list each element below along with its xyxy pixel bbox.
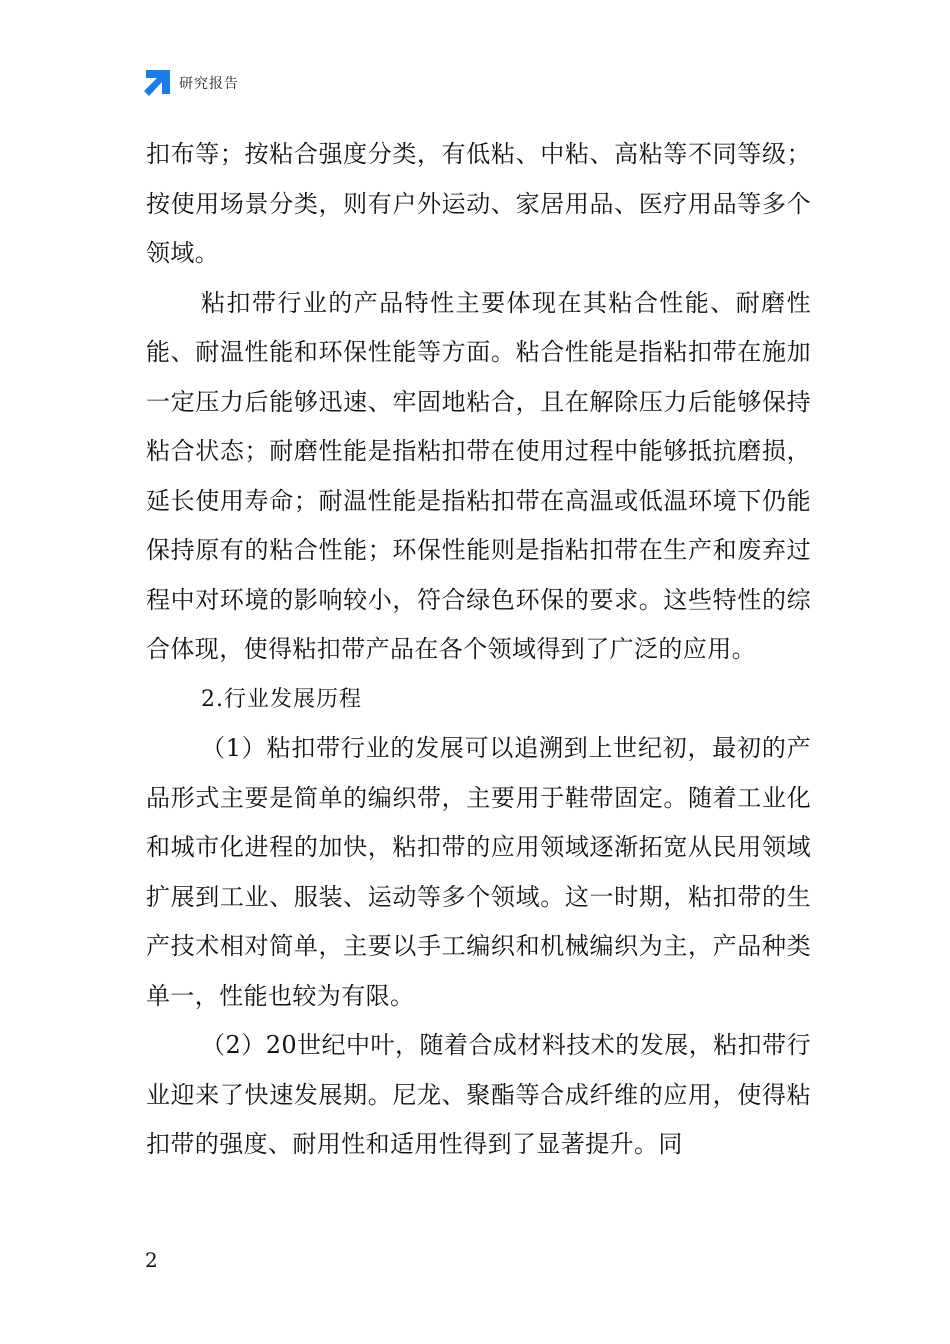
paragraph-history-1: （1）粘扣带行业的发展可以追溯到上世纪初，最初的产品形式主要是简单的编织带，主要用于鞋带固定。随着工业化和城市化进程的加快，粘扣带的应用领域逐渐拓宽从民用领域扩展到工业、服装、运动等多个领域。这一时期，粘扣带的生产技术相对简单，主要以手工编织和机械编织为主，产品种类单一，性能也较为有限。 [146, 734, 811, 1010]
paragraph-continued: 扣布等；按粘合强度分类，有低粘、中粘、高粘等不同等级；按使用场景分类，则有户外运动、家居用品、医疗用品等多个领域。 [146, 140, 811, 267]
page-number: 2 [145, 1248, 158, 1272]
paragraph-history-2: （2）20世纪中叶，随着合成材料技术的发展，粘扣带行业迎来了快速发展期。尼龙、聚酯等合成纤维的应用，使得粘扣带的强度、耐用性和适用性得到了显著提升。同 [146, 1031, 811, 1158]
report-header [143, 68, 239, 98]
arrow-up-right-icon [143, 70, 170, 97]
header-title: 研究报告 [179, 76, 239, 92]
section-heading: 2.行业发展历程 [201, 686, 362, 712]
document-body [146, 130, 811, 1170]
paragraph-product-features: 粘扣带行业的产品特性主要体现在其粘合性能、耐磨性能、耐温性能和环保性能等方面。粘合性能是指粘扣带在施加一定压力后能够迅速、牢固地粘合，且在解除压力后能够保持粘合状态；耐磨性能是指粘扣带在使用过程中能够抵抗磨损，延长使用寿命；耐温性能是指粘扣带在高温或低温环境下仍能保持原有的粘合性能；环保性能则是指粘扣带在生产和废弃过程中对环境的影响较小，符合绿色环保的要求。这些特性的综合体现，使得粘扣带产品在各个领域得到了广泛的应用。 [146, 288, 811, 663]
